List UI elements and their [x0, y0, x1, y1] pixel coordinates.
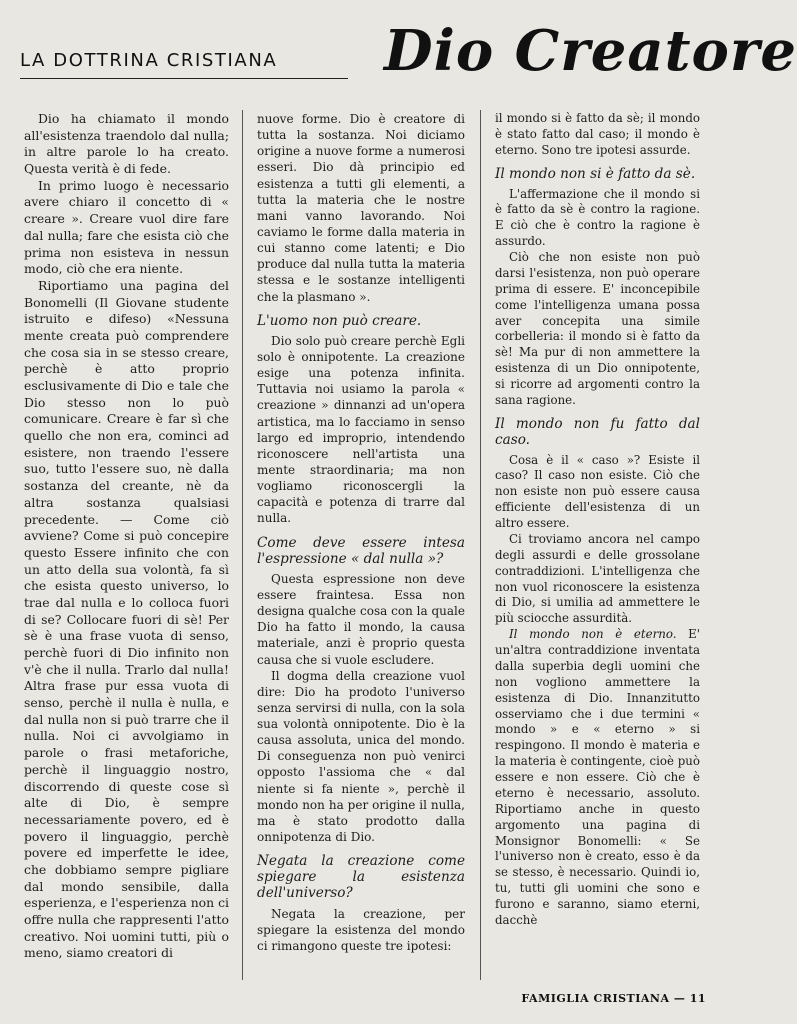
subheading: Il mondo non si è fatto da sè.	[495, 165, 696, 182]
page-footer	[521, 992, 706, 1005]
paragraph: Dio solo può creare perchè Egli solo è onnipotente. La creazione esige una potenza infinita. Tuttavia noi usiamo la parola « creazione » dinnanzi ad un'opera artistica, ma lo facciamo in senso largo ed improprio, intendendo riconoscere nell'artista una mente straordinaria; ma non vogliamo riconoscergli la capacità e potenza di trarre dal nulla.	[257, 333, 465, 526]
article-title: Dio Creatore	[384, 18, 797, 84]
footer-separator: —	[673, 992, 686, 1005]
column-divider	[480, 110, 481, 980]
paragraph: Il dogma della creazione vuol dire: Dio ha prodoto l'universo senza servirsi di nulla, con la sola sua volontà onnipotente. Dio è la causa assoluta, unica del mondo. Di conseguenza non può venirci opposto l'assioma che « dal niente si fa niente », perchè il mondo non ha per origine il nulla, ma è stato prodotto dalla onnipotenza di Dio.	[257, 668, 465, 845]
subheading: Come deve essere intesa l'espressione « dal nulla »?	[257, 534, 465, 567]
column-divider	[242, 110, 243, 980]
subheading: L'uomo non può creare.	[257, 312, 422, 329]
column-1	[24, 111, 229, 971]
paragraph: il mondo si è fatto da sè; il mondo è stato fatto dal caso; il mondo è eterno. Sono tre ipotesi assurde.	[495, 111, 700, 157]
paragraph: Negata la creazione, per spiegare la esistenza del mondo ci rimangono queste tre ipotesi:	[257, 906, 465, 953]
paragraph: nuove forme. Dio è creatore di tutta la sostanza. Noi diciamo origine a nuove forme a numerosi esseri. Dio dà principio ed esistenza a tutti gli elementi, a tutta la materia che le nostre mani vanno lavorando. Noi caviamo le forme dalla materia in cui stanno come latenti; e Dio produce dal nulla tutta la materia stessa e le sostanze intelligenti che la plasmano ».	[257, 112, 465, 304]
paragraph-text: E' un'altra contraddizione inventata dalla superbia degli uomini che non vogliono ammettere la esistenza di Dio. Innanzitutto osserviamo che i due termini « mondo » e « eterno » si respingono. Il mondo è materia e la materia è contingente, cioè può essere e non essere. Ciò che è eterno è necessario, assoluto. Riportiamo anche in questo argomento una pagina di Monsignor Bonomelli: « Se l'universo non è creato, esso è da se stesso, è necessario. Quindi io, tu, tutti gli uomini che sono e furono e saranno, siamo eterni, dacchè	[495, 627, 700, 927]
paragraph: Ci troviamo ancora nel campo degli assurdi e delle grossolane contraddizioni. L'intelligenza che non vuol riconoscere la esistenza di Dio, si umilia ad ammettere le più sciocche assurdità.	[495, 531, 700, 626]
paragraph: Cosa è il « caso »? Esiste il caso? Il caso non esiste. Ciò che non esiste non può essere causa efficiente dell'esistenza di un altro essere.	[495, 452, 700, 530]
magazine-name: FAMIGLIA CRISTIANA	[521, 992, 670, 1005]
paragraph: Questa espressione non deve essere fraintesa. Essa non designa qualche cosa con la quale Dio ha fatto il mondo, la causa materiale, anzi è proprio questa causa che si vuole escludere.	[257, 571, 465, 667]
paragraph: Ciò che non esiste non può darsi l'esistenza, non può operare prima di essere. E' inconcepibile come l'intelligenza umana possa aver concepita una simile corbelleria: il mondo si è fatto da sè! Ma pur di non ammettere la esistenza di un Dio onnipotente, si ricorre ad argomenti contro la sana ragione.	[495, 250, 700, 407]
subheading: Negata la creazione come spiegare la esistenza dell'universo?	[257, 853, 465, 902]
page-number: 11	[689, 992, 706, 1005]
paragraph: Riportiamo una pagina del Bonomelli (Il Giovane studente istruito e difeso) «Nessuna mente creata può comprendere che cosa sia in se stesso creare, perchè è atto proprio esclusivamente di Dio e tale che Dio stesso non lo può comunicare. Creare è far sì che quello che non era, cominci ad esistere, non traendo l'essere suo, tutto l'essere suo, nè dalla sostanza del creante, nè da altra sostanza qualsiasi precedente. — Come ciò avviene? Come si può concepire questo Essere infinito che con un atto della sua volontà, fa sì che esista questo universo, lo trae dal nulla e lo colloca fuori di se? Collocare fuori di sè! Per sè è una frase vuota di senso, perchè fuori di Dio infinito non v'è che il nulla. Trarlo dal nulla! Altra frase pur essa vuota di senso, perchè il nulla è nulla, e dal nulla non si può trarre che il nulla. Noi ci avvolgiamo in parole o frasi metaforiche, perchè il linguaggio nostro, discorrendo di queste cose sì alte di Dio, è sempre necessariamente povero, ed è povero il linguaggio, perchè povere ed imperfette le idee, che dobbiamo sempre pigliare dal mondo sensibile, dalla esperienza, e l'esperienza non ci offre nulla che rappresenti l'atto creativo. Noi uomini tutti, più o meno, siamo creatori di	[24, 277, 229, 961]
paragraph: Dio ha chiamato il mondo all'esistenza traendolo dal nulla; in altre parole lo ha creato. Questa verità è di fede.	[24, 111, 229, 177]
column-3	[495, 111, 700, 971]
section-label: LA DOTTRINA CRISTIANA	[20, 50, 278, 71]
column-2	[257, 111, 465, 971]
paragraph: L'affermazione che il mondo si è fatto da sè è contro la ragione. E ciò che è contro la ragione è assurdo.	[495, 186, 700, 249]
paragraph: In primo luogo è necessario avere chiaro il concetto di « creare ». Creare vuol dire fare dal nulla; fare che esista ciò che prima non esisteva in nessun modo, ciò che era niente.	[24, 177, 229, 277]
header-rule	[20, 78, 348, 79]
paragraph	[495, 627, 700, 929]
inline-subheading: Il mondo non è eterno.	[509, 627, 677, 642]
subheading: Il mondo non fu fatto dal caso.	[495, 415, 700, 448]
